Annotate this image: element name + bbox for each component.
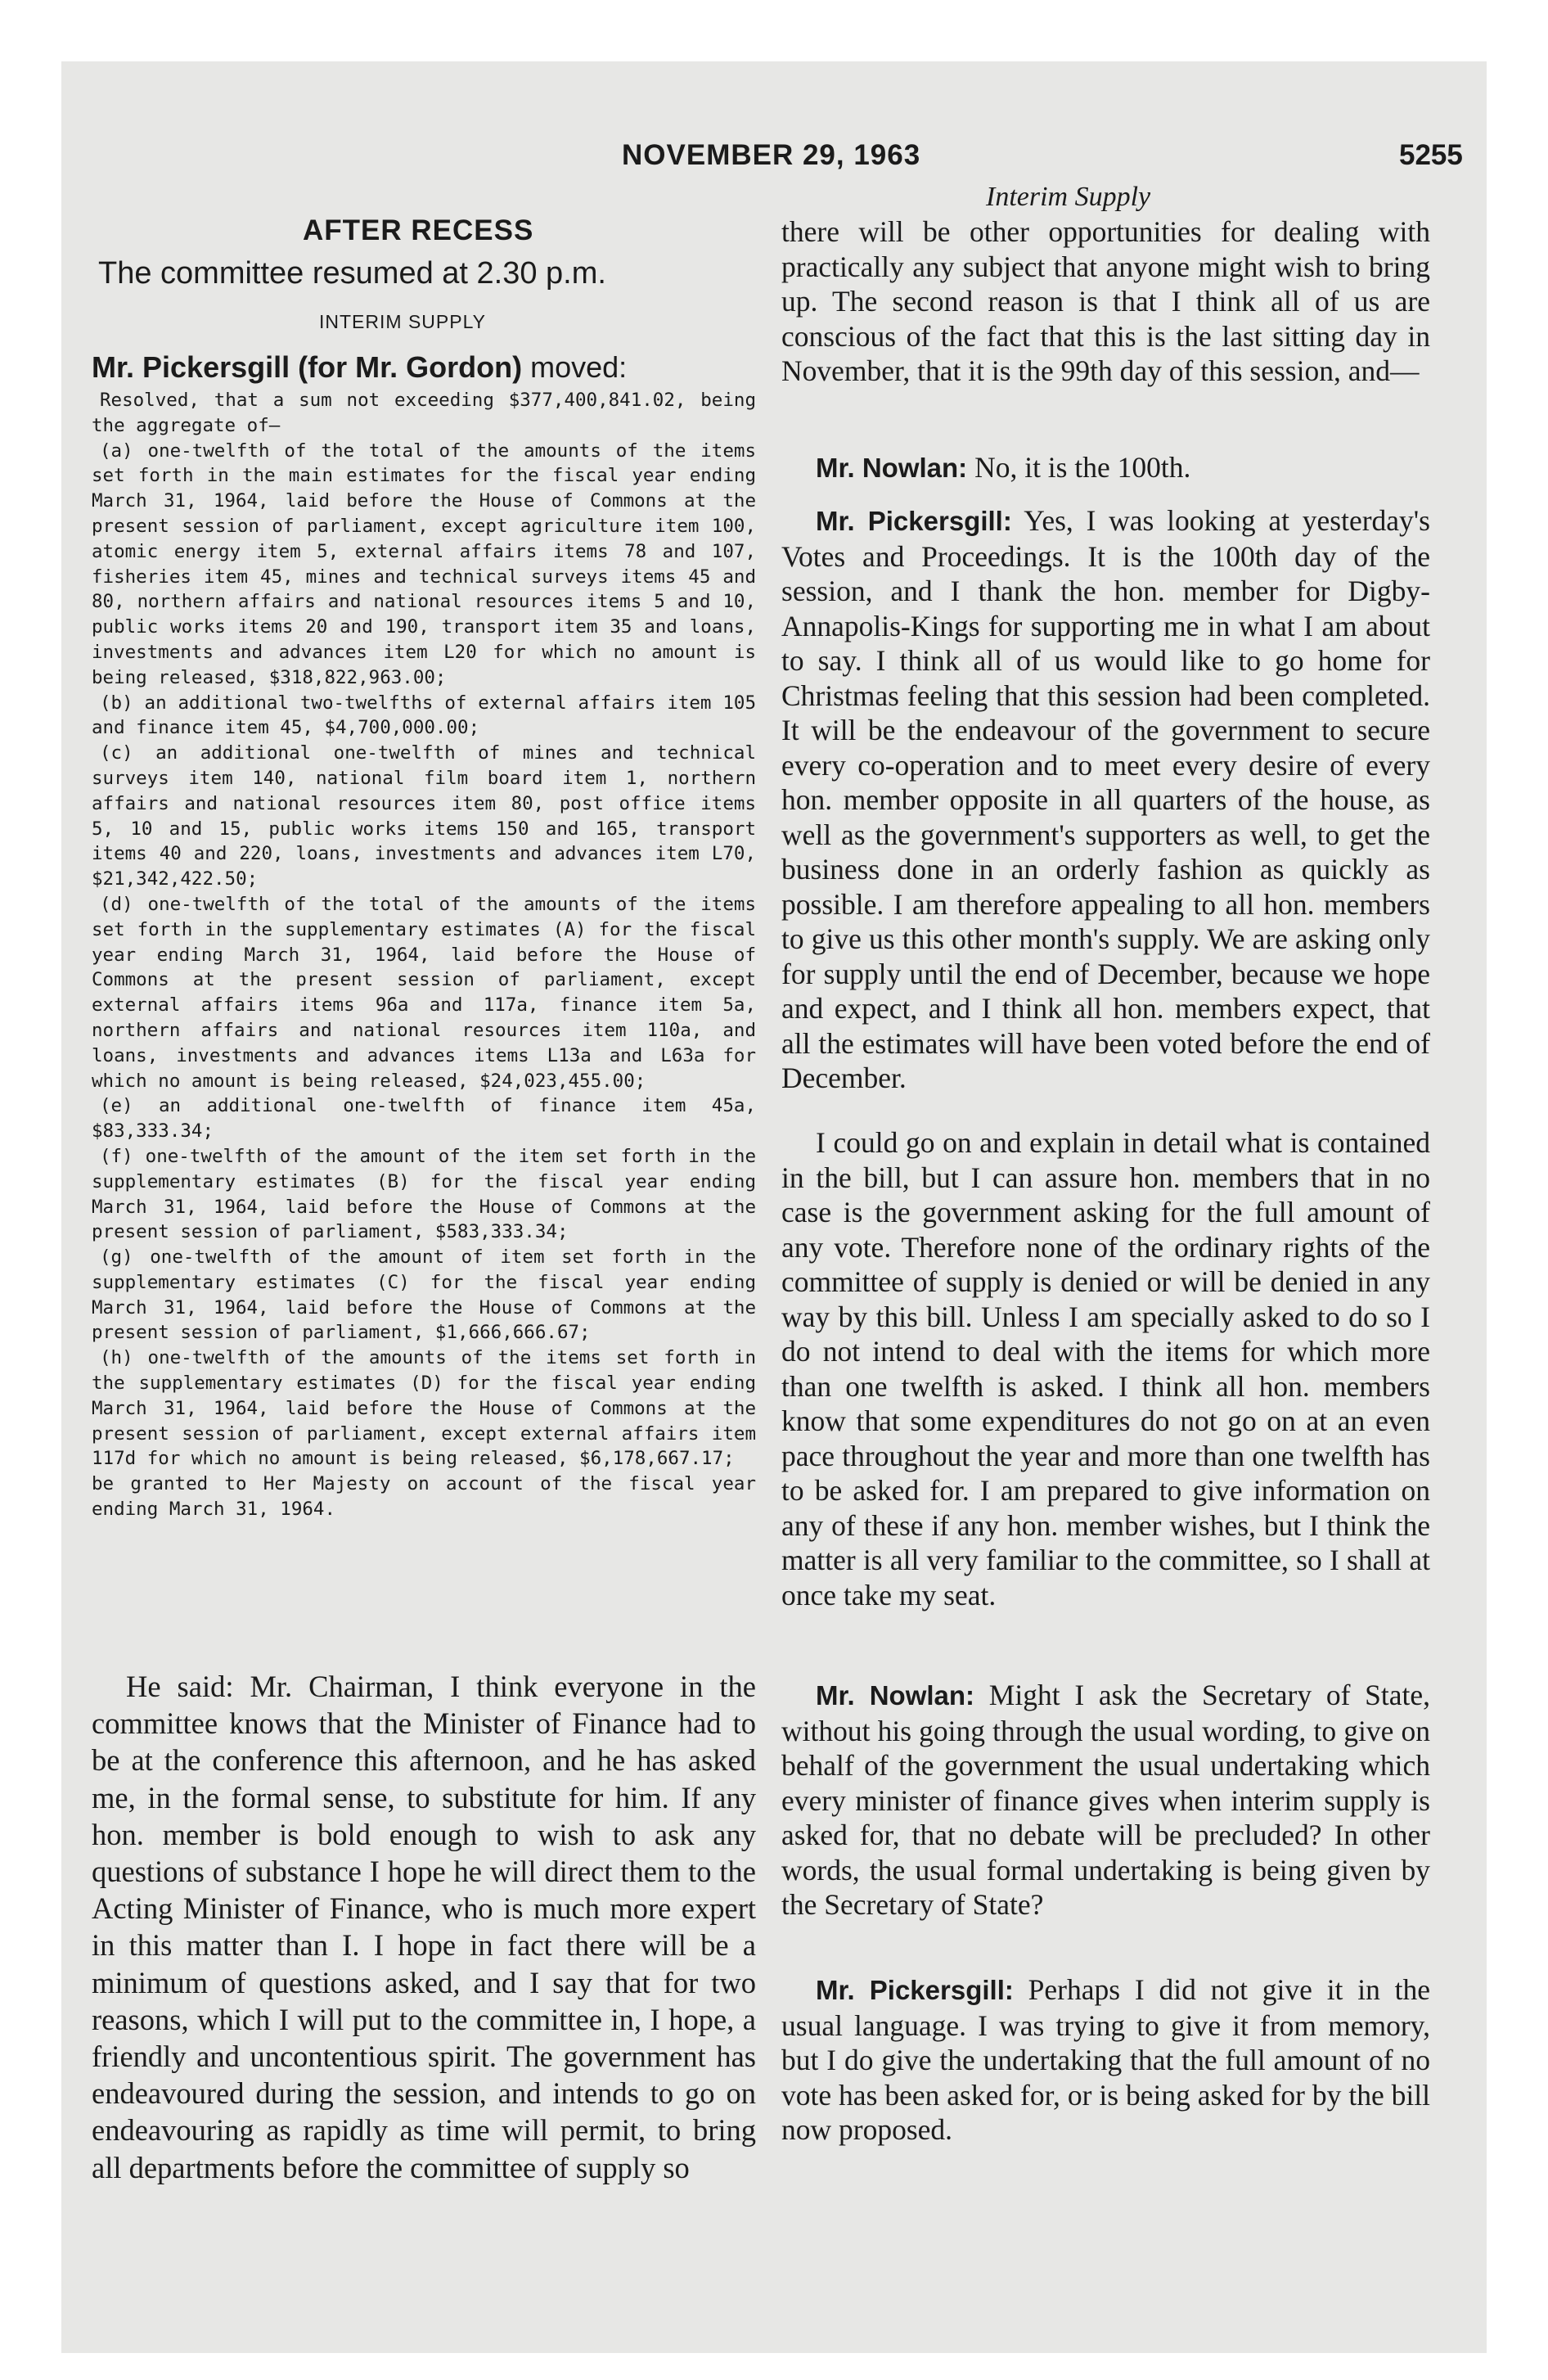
header-date: NOVEMBER 29, 1963: [622, 139, 921, 171]
exchange-3: [781, 1125, 1430, 1612]
exchange-1: [781, 450, 1430, 486]
section-heading: AFTER RECESS: [303, 214, 534, 246]
speaker-name: Mr. Pickersgill:: [816, 1975, 1014, 2005]
resolution-item-e: (e) an additional one-twelfth of finance item 45a, $83,333.34;: [92, 1095, 756, 1143]
motion-speaker: Mr. Pickersgill (for Mr. Gordon): [92, 350, 523, 384]
motion-verb: moved:: [522, 350, 628, 384]
speech-text: Yes, I was looking at yesterday's Votes and Proceedings. It is the 100th day of the session, and I thank the hon. member for Digby-Annapolis-Kings for supporting me in what I am about to say. I think all of us would like to go home for Christmas feeling that this session had been completed. It will be the endeavour of the government to secure every co-operation and to meet every desire of every hon. member opposite in all quarters of the house, as well as the government's supporters as well, to get the business done in an orderly fashion as quickly as possible. I am therefore appealing to all hon. members to give us this other month's supply. We are asking only for supply until the end of December, because we hope and expect, and I think all hon. members expect, that all the estimates will have been voted before the end of December.: [781, 504, 1430, 1094]
exchange-4: [781, 1678, 1430, 1922]
resolution-item-a: (a) one-twelfth of the total of the amounts of the items set forth in the main estimates for the fiscal year ending March 31, 1964, laid before the House of Commons at the present session of parliament, except agriculture item 100, atomic energy item 5, external affairs items 78 and 107, fisheries item 45, mines and technical surveys items 45 and 80, northern affairs and national resources items 5 and 10, public works items 20 and 190, transport item 35 and loans, investments and advances item L20 for which no amount is being released, $318,822,963.00;: [92, 439, 756, 688]
resumed-line: The committee resumed at 2.30 p.m.: [98, 256, 606, 291]
page-number: 5255: [1399, 139, 1463, 171]
resolution-item-b: (b) an additional two-twelfths of external affairs item 105 and finance item 45, $4,700,000.00;: [92, 692, 756, 739]
item-heading: INTERIM SUPPLY: [319, 311, 486, 332]
speech-paragraph: [92, 1668, 756, 2186]
running-subhead: Interim Supply: [986, 182, 1151, 212]
resolution-item-d: (d) one-twelfth of the total of the amounts of the items set forth in the supplementary estimates (A) for the fiscal year ending March 31, 1964, laid before the House of Commons at the present session of parliament, except external affairs items 96a and 117a, finance item 5a, northern affairs and national resources item 110a, and loans, investments and advances items L13a and L63a for which no amount is being released, $24,023,455.00;: [92, 893, 756, 1092]
resolution-item-f: (f) one-twelfth of the amount of the item set forth in the supplementary estimates (B) for the fiscal year ending March 31, 1964, laid before the House of Commons at the present session of parliament, $583,333.34;: [92, 1145, 756, 1243]
continuation-text: there will be other opportunities for dealing with practically any subject that anyone might wish to bring up. The second reason is that I think all of us are conscious of the fact that this is the last sitting day in November, that it is the 99th day of this session, and—: [781, 215, 1430, 387]
resolution-close: be granted to Her Majesty on account of the fiscal year ending March 31, 1964.: [92, 1473, 756, 1521]
running-header: [0, 139, 1548, 180]
speech-text: Might I ask the Secretary of State, without his going through the usual wording, to give on behalf of the government the usual undertaking which every minister of finance gives when interim supply is asked for, that no debate will be precluded? In other words, the usual formal undertaking is being given by the Secretary of State?: [781, 1679, 1430, 1921]
exchange-2: [781, 503, 1430, 1096]
exchange-5: [781, 1972, 1430, 2148]
continuation-paragraph: [781, 214, 1430, 389]
resolution-item-g: (g) one-twelfth of the amount of item set forth in the supplementary estimates (C) for the fiscal year ending March 31, 1964, laid before the House of Commons at the present session of parliament, $1,666,666.67;: [92, 1246, 756, 1344]
speech-text: He said: Mr. Chairman, I think everyone in the committee knows that the Minister of Finance had to be at the conference this afternoon, and he has asked me, in the formal sense, to substitute for him. If any hon. member is bold enough to wish to ask any questions of substance I hope he will direct them to the Acting Minister of Finance, who is much more expert in this matter than I. I hope in fact there will be a minimum of questions asked, and I say that for two reasons, which I will put to the committee in, I hope, a friendly and uncontentious spirit. The government has endeavoured during the session, and intends to go on endeavouring as rapidly as time will permit, to bring all departments before the committee of supply so: [92, 1670, 756, 2184]
resolution-text: [92, 388, 756, 1522]
speech-text: No, it is the 100th.: [967, 451, 1191, 484]
speaker-name: Mr. Nowlan:: [816, 1680, 975, 1711]
speech-text: Perhaps I did not give it in the usual language. I was trying to give it from memory, but I do give the undertaking that the full amount of no vote has been asked for, or is being asked for by the bill now proposed.: [781, 1973, 1430, 2146]
resolution-item-h: (h) one-twelfth of the amounts of the items set forth in the supplementary estimates (D) for the fiscal year ending March 31, 1964, laid before the House of Commons at the present session of parliament, except external affairs item 117d for which no amount is being released, $6,178,667.17;: [92, 1347, 756, 1470]
resolution-item-c: (c) an additional one-twelfth of mines and technical surveys item 140, national film board item 1, northern affairs and national resources item 80, post office items 5, 10 and 15, public works items 150 and 165, transport items 40 and 220, loans, investments and advances item L70, $21,342,422.50;: [92, 742, 756, 890]
speaker-name: Mr. Nowlan:: [816, 453, 968, 483]
motion-line: [92, 350, 627, 385]
resolution-intro: Resolved, that a sum not exceeding $377,400,841.02, being the aggregate of—: [92, 390, 756, 436]
speaker-name: Mr. Pickersgill:: [816, 506, 1012, 536]
speech-text: I could go on and explain in detail what is contained in the bill, but I can assure hon. members that in no case is the government asking for the full amount of any vote. Therefore none of the ordinary rights of the committee of supply is denied or will be denied in any way by this bill. Unless I am specially asked to do so I do not intend to deal with the items for which more than one twelfth is asked. I think all hon. members know that some expenditures do not go on at an even pace throughout the year and more than one twelfth has to be asked for. I am prepared to give information on any of these if any hon. member wishes, but I think the matter is all very familiar to the committee, so I shall at once take my seat.: [781, 1126, 1430, 1611]
